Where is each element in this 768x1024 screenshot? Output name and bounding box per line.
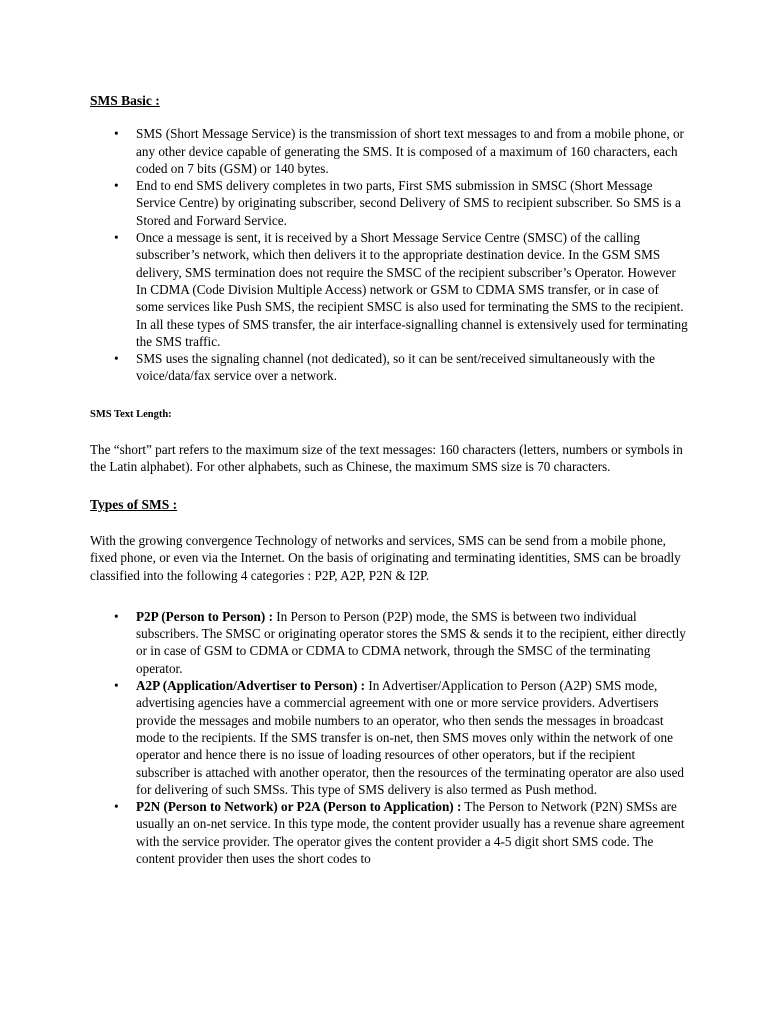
heading-sms-basic: SMS Basic : [90,93,160,108]
heading-types-of-sms: Types of SMS : [90,496,178,512]
bullet-icon: • [114,608,119,624]
list-item [90,798,690,867]
heading-sms-text-length: SMS Text Length: [90,408,172,420]
term-label: P2P (Person to Person) : [136,608,273,624]
sms-text-length-paragraph: The “short” part refers to the maximum size of the text messages: 160 characters (letters, numbers or symbols in the Latin alphabet). For other alphabets, such as Chinese, the maximum SMS size is 70 characters. [90,442,683,475]
bullet-icon: • [114,126,119,142]
list-item [90,677,690,798]
list-item [90,608,690,677]
list-item: • End to end SMS delivery completes in two parts, First SMS submission in SMSC (Short Message Service Centre) by originating subscriber, second Delivery of SMS to recipient subscriber. So SMS is a Stored and Forward Service. [114,178,681,228]
term-description: In Advertiser/Application to Person (A2P) SMS mode, advertising agencies have a commercial agreement with one or more service providers. Advertisers provide the messages and mobile numbers to an operator, who then sends the messages in broadcast mode to the recipients. If the SMS transfer is on-net, then SMS moves only within the network of one operator and hence there is no issue of loading resources of other operators, but if the recipient subscriber is attached with another operator, then the resources of the terminating operator are also used for delivering of such SMSs. This type of SMS delivery is also termed as Push method. [136,678,685,797]
list-item: • Once a message is sent, it is received by a Short Message Service Centre (SMSC) of the calling subscriber’s network, which then delivers it to the appropriate destination device. In the GSM SMS delivery, SMS termination does not require the SMSC of the recipient subscriber’s Operator. However In CDMA (Code Division Multiple Access) network or GSM to CDMA SMS transfer, or in case of some services like Push SMS, the recipient SMSC is also used for terminating the SMS to the recipient. In all these types of SMS transfer, the air interface-signalling channel is extensively used for terminating the SMS traffic. [114,230,688,349]
bullet-icon: • [114,351,119,367]
types-list [90,608,690,867]
types-intro-paragraph: With the growing convergence Technology of networks and services, SMS can be send from a mobile phone, fixed phone, or even via the Internet. On the basis of originating and terminating identities, SMS can be broadly classified into the following 4 categories : P2P, A2P, P2N & I2P. [90,532,681,583]
list-item: • SMS uses the signaling channel (not dedicated), so it can be sent/received simultaneously with the voice/data/fax service over a network. [114,351,655,384]
document-page [90,92,690,867]
bullet-icon: • [114,178,119,194]
sms-basic-list [90,125,690,384]
list-item: • SMS (Short Message Service) is the transmission of short text messages to and from a mobile phone, or any other device capable of generating the SMS. It is composed of a maximum of 160 characters, each coded on 7 bits (GSM) or 140 bytes. [114,126,684,176]
bullet-icon: • [114,678,119,694]
term-label: P2N (Person to Network) or P2A (Person to Application) : [136,799,462,815]
term-label: A2P (Application/Advertiser to Person) : [136,678,366,694]
bullet-icon: • [114,230,119,246]
term-description: In Person to Person (P2P) mode, the SMS is between two individual subscribers. The SMSC or originating operator stores the SMS & sends it to the recipient, either directly or in case of GSM to CDMA or CDMA to CDMA network, through the SMSC of the terminating operator. [136,608,686,676]
term-description: The Person to Network (P2N) SMSs are usually an on-net service. In this type mode, the content provider usually has a revenue share agreement with the service provider. The operator gives the content provider a 4-5 digit short SMS code. The content provider then uses the short codes to [136,799,685,866]
bullet-icon: • [114,799,119,815]
